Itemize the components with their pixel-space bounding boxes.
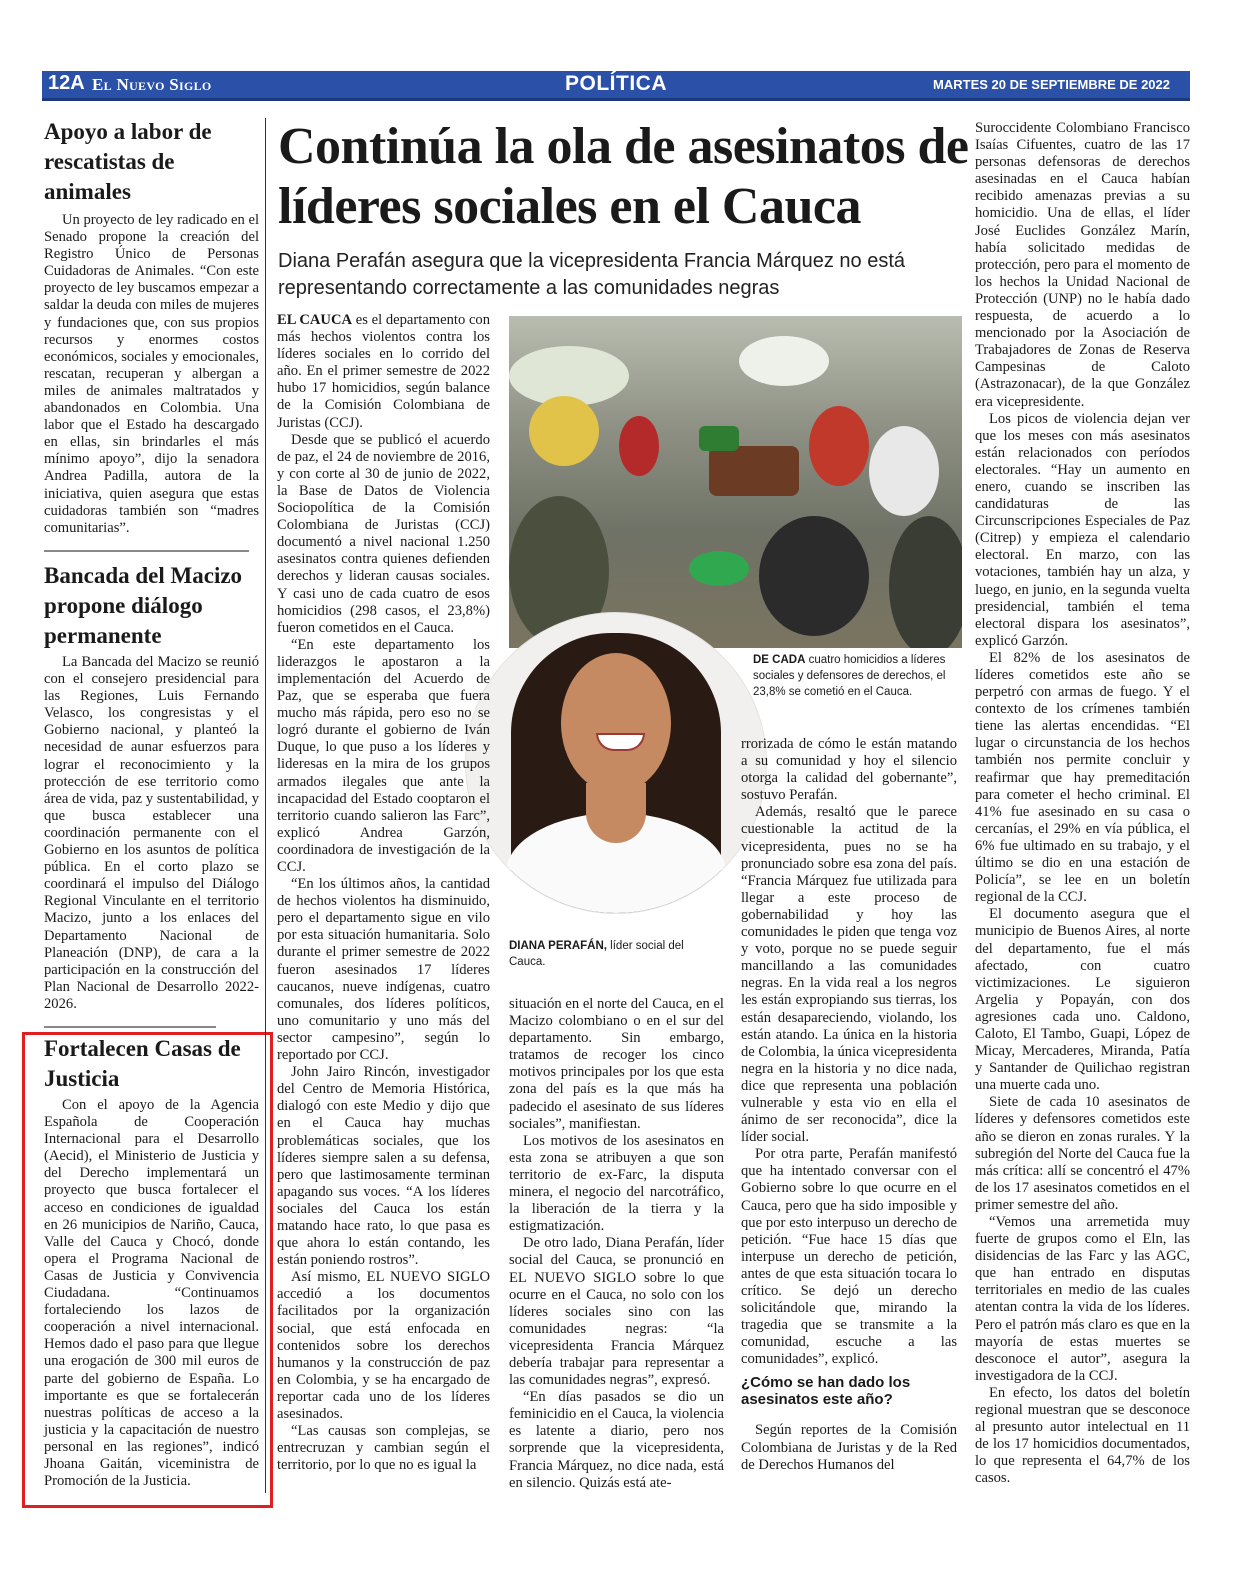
col1-p2: “En este departamento los liderazgos le apostaron a la implementación del Acuerdo de Paz, que se esperaba que fuera mucho más rápida, pero eso no se logró durante el gobierno de Iván Duque, lo que puso a los líderes y lideresas en la mira de los grupos armados ilegales que ante la incapacidad del Estado cooptaron el territorio cuando salieron las Farc”, explicó Andrea Garzón, coordinadora de investigación de la CCJ.	[277, 636, 490, 875]
column-rule	[265, 118, 266, 1493]
col4-p0: Suroccidente Colombiano Francisco Isaías Cifuentes, cuatro de las 17 personas defensoras de derechos asesinadas en el Cauca habían recibido amenazas previas a su homicidio. Una de ellas, el líder José Euclides González Marín, había solicitado medidas de protección, pero para el momento de los hechos la Unidad Nacional de Protección (UNP) no le había dado respuesta, de acuerdo a lo mencionado por la Asociación de Trabajadores de Zonas de Reserva Campesinas de Caloto (Astrazonacar), de la que González era vicepresidente.	[975, 120, 1190, 410]
side-divider-2	[44, 1026, 216, 1028]
newspaper-brand: El Nuevo Siglo	[92, 75, 212, 94]
side1-title: Apoyo a labor de rescatistas de animales	[44, 119, 212, 204]
col3-p0: rrorizada de cómo le están matando a su comunidad y hoy el silencio otorga la calidad del gobernante”, sostuvo Perafán.	[741, 736, 957, 804]
col2-p3: “En días pasados se dio un feminicidio en el Cauca, la violencia es latente a diario, pero nos sorprende que la vicepresidenta, Francia Márquez, no dice nada, está en silencio. Quizás está ate-	[509, 1389, 724, 1491]
photo-caption	[753, 652, 963, 700]
col1-p3: “En los últimos años, la cantidad de hechos violentos ha disminuido, pero el departamento sigue en vilo por esta situación humanitaria. Solo durante el primer semestre de 2022 fueron asesinados 17 líderes caucanos, nueve indígenas, cuatro comunales, dos líderes políticos, uno comunitario y uno más del sector campesino”, según lo reportado por CCJ.	[277, 876, 490, 1064]
col2-p0: situación en el norte del Cauca, en el Macizo colombiano o en el sur del departamento. Sin embargo, tratamos de recoger los cinco motivos principales por los que esta zona del país es la que más ha padecido el asesinato de sus líderes sociales”, manifiestan.	[509, 996, 724, 1132]
col1-p1: Desde que se publicó el acuerdo de paz, el 24 de noviembre de 2016, y con corte al 30 de junio de 2022, la Base de Datos de Violencia Sociopolítica de la Comisión Colombiana de Juristas (CCJ) documentó a nivel nacional 1.250 asesinatos contra quienes defienden derechos y lideran causas sociales. Y casi uno de cada cuatro de esos homicidios (298 casos, el 23,8%) fueron cometidos en el Cauca.	[277, 431, 490, 636]
side3-body: Con el apoyo de la Agencia Española de Cooperación Internacional para el Desarrollo (Aecid), el Ministerio de Justicia y del Derecho implementará un proyecto que busca fortalecer el acceso en condiciones de igualdad en 26 municipios de Nariño, Cauca, Valle del Cauca y Chocó, donde opera el Programa Nacional de Casas de Justicia y Convivencia Ciudadana. “Continuamos fortaleciendo los lazos de cooperación a nivel internacional. Hemos dado el paso para que llegue una erogación de 300 mil euros de parte del gobierno de España. Lo importante es que se fortalecerán nuestras políticas de acceso a la justicia y la capacitación de nuestro personal en las regiones”, indicó Jhoana Gaitán, viceministra de Promoción de la Justicia.	[44, 1097, 259, 1490]
col4-p1: Los picos de violencia dejan ver que los meses con más asesinatos están relacionados con períodos electorales. “Hay un aumento en enero, cuando se inscriben las candidaturas de las Circunscripciones Especiales de Paz (Citrep) y empieza el calendario electoral. En marzo, con las votaciones, también hay un alza, y luego, en junio, en la segunda vuelta presidencial, también el tema electoral dispara los asesinatos”, explicó Garzón.	[975, 410, 1190, 649]
caption1-lead: DE CADA	[753, 654, 806, 666]
side1-body: Un proyecto de ley radicado en el Senado propone la creación del Registro Único de Personas Cuidadoras de Animales. “Con este proyecto de ley buscamos empezar a saldar la deuda con miles de mujeres y fundaciones que, con sus propios recursos y enormes costos económicos, sociales y emocionales, rescatan, recuperan y albergan a miles de animales maltratados y abandonados en Colombia. Una labor que el Estado ha descargado en ellas, sin brindarles el más mínimo apoyo”, dijo la senadora Andrea Padilla, autora de la iniciativa, quien asegura que estas cuidadoras también son “madres comunitarias”.	[44, 212, 259, 536]
col2-p1: Los motivos de los asesinatos en esta zona se atribuyen a que son territorio de ex-Farc, la disputa minera, el negocio del narcotráfico, la liberación de la tierra y la estigmatización.	[509, 1132, 724, 1235]
article-headline: Continúa la ola de asesinatos de líderes sociales en el Cauca	[278, 118, 969, 235]
col3-p2: Por otra parte, Perafán manifestó que ha intentado conversar con el Gobierno sobre lo que ocurre en el Cauca, pero que ha sido imposible y que por esto interpuso un derecho de petición. “Fue hace 15 días que interpuse un derecho de petición, antes de que esta situación tocara lo crítico. Se dejó un derecho solicitándole que, mirando la tragedia que se transmite a la comunidad, escuche a las comunidades”, explicó.	[741, 1146, 957, 1368]
col3-p1: Además, resaltó que le parece cuestionable la actitud de la vicepresidenta, pues no se ha pronunciado sobre esa zona del país. “Francia Márquez fue utilizada para llegar a este proceso de gobernabilidad y hoy las comunidades le piden que tenga voz y voto, porque no se puede seguir mancillando a las comunidades negras. En la vida real a los negros les están expropiando sus tierras, los están desapareciendo, violando, los están atando. La única en la historia de Colombia, la única vicepresidenta negra en la historia y no dice nada, dice que representa una población vulnerable y esta vio en ella el ánimo de ser reconocida”, dice la líder social.	[741, 804, 957, 1146]
side-divider-1	[44, 550, 249, 552]
portrait-photo	[465, 612, 767, 914]
col4-p4: Siete de cada 10 asesinatos de líderes y defensores cometidos este año se dieron en zonas rurales. Y la subregión del Norte del Cauca fue la más crítica: allí se concentró el 47% de los 17 asesinatos cometidos en el primer semestre del año.	[975, 1094, 1190, 1213]
col2-p2: De otro lado, Diana Perafán, líder social del Cauca, se pronunció en EL NUEVO SIGLO sobre lo que ocurre en el Cauca, no solo con los líderes sociales sino con las comunidades negras: “la vicepresidenta Francia Márquez debería trabajar para representar a las comunidades negras”, expresó.	[509, 1235, 724, 1389]
col4-p5: “Vemos una arremetida muy fuerte de grupos como el Eln, las disidencias de las Farc y las AGC, que han entrado en disputas territoriales en medio de las cuales atentan contra la vida de los líderes. Pero el patrón más claro es que en la mayoría de estas muertes se desconoce el autor”, asegura la investigadora de la CCJ.	[975, 1214, 1190, 1384]
caption1-text: cuatro homicidios a líderes sociales y defensores de derechos, el 23,8% se cometió en el Cauca.	[753, 654, 946, 698]
portrait-caption	[509, 938, 719, 970]
col3-tail: Según reportes de la Comisión Colombiana de Juristas y de la Red de Derechos Humanos del	[741, 1422, 957, 1473]
col1-lead: EL CAUCA	[277, 312, 353, 328]
funeral-photo	[509, 316, 962, 648]
side2-title: Bancada del Macizo propone diálogo permanente	[44, 563, 243, 648]
caption2-text: líder social del Cauca.	[509, 940, 684, 968]
col1-p0: es el departamento con más hechos violentos contra los líderes sociales en lo corrido del año. En el primer semestre de 2022 hubo 17 homicidios, según balance de la Comisión Colombiana de Juristas (CCJ).	[277, 312, 491, 431]
page-number: 12A	[48, 72, 85, 94]
col4-p6: En efecto, los datos del boletín regional muestran que se desconoce al presunto autor intelectual en 11 de los 17 homicidios documentados, lo que representa el 64,7% de los casos.	[975, 1384, 1190, 1487]
caption2-lead: DIANA PERAFÁN,	[509, 940, 607, 952]
article-column-1	[277, 312, 490, 1474]
page-header	[42, 71, 1190, 101]
col4-p3: El documento asegura que el municipio de Buenos Aires, al norte del departamento, fue el más afectado, con cuatro victimizaciones. Le siguieron Argelia y Popayán, con dos agresiones cada uno. Caldono, Caloto, El Tambo, Guapi, López de Micay, Mercaderes, Miranda, Patía y Santander de Quilichao registran una muerte cada uno.	[975, 906, 1190, 1094]
col3-subtitle: ¿Cómo se han dado los asesinatos este año?	[741, 1374, 911, 1409]
issue-date: MARTES 20 DE SEPTIEMBRE DE 2022	[933, 77, 1170, 92]
col1-p6: “Las causas son complejas, se entrecruzan y cambian según el territorio, por lo que no es igual la	[277, 1423, 490, 1474]
section-title: POLÍTICA	[565, 72, 667, 95]
article-column-4	[975, 120, 1190, 1488]
side3-title: Fortalecen Casas de Justicia	[44, 1036, 241, 1091]
article-column-2	[509, 996, 724, 1492]
col1-p5: Así mismo, EL NUEVO SIGLO accedió a los documentos facilitados por la organización social, que está enfocada en contenidos sobre los derechos humanos y la construcción de paz en Colombia, y se ha encargado de reportar cada uno de los líderes asesinados.	[277, 1269, 490, 1422]
article-column-3	[741, 736, 957, 1474]
highlight-box	[22, 1032, 273, 1508]
article-subhead: Diana Perafán asegura que la vicepresidenta Francia Márquez no está representando correctamente a las comunidades negras	[278, 250, 906, 299]
col4-p2: El 82% de los asesinatos de líderes cometidos este año se perpetró con armas de fuego. Y el contexto de los crímenes también tiene las alertas encendidas. “El lugar o circunstancia de los hechos también nos permite concluir y reafirmar que hay premeditación para cometer el hecho criminal. El 41% fue asesinado en su casa o cercanías, el 29% en vía pública, el 6% fue ultimado en su trabajo, y el último se dio en una estación de Policía”, se lee en un boletín regional de la CCJ.	[975, 649, 1190, 906]
col1-p4: John Jairo Rincón, investigador del Centro de Memoria Histórica, dialogó con este Medio y dijo que en el Cauca hay muchas problemáticas sociales, que los líderes siempre salen a su defensa, pero que lastimosamente terminan apagando sus voces. “A los líderes sociales del Cauca los están matando hace rato, lo que pasa es que ahora lo están contando, les están poniendo rostros”.	[277, 1064, 490, 1269]
side2-body: La Bancada del Macizo se reunió con el consejero presidencial para las Regiones, Luis Fernando Velasco, los congresistas y el Gobierno nacional, y planteó la necesidad de aunar esfuerzos para lograr el reconocimiento y la protección de ese territorio como área de vida, paz y sustentabilidad, y que busca establecer una coordinación permanente con el Gobierno en los asuntos de política pública. En el corto plazo se coordinará el impulso del Diálogo Regional Vinculante en el territorio Macizo, junto a los enlaces del Departamento Nacional de Planeación (DNP), de cara a la participación en la construcción del Plan Nacional de Desarrollo 2022-2026.	[44, 654, 259, 1012]
